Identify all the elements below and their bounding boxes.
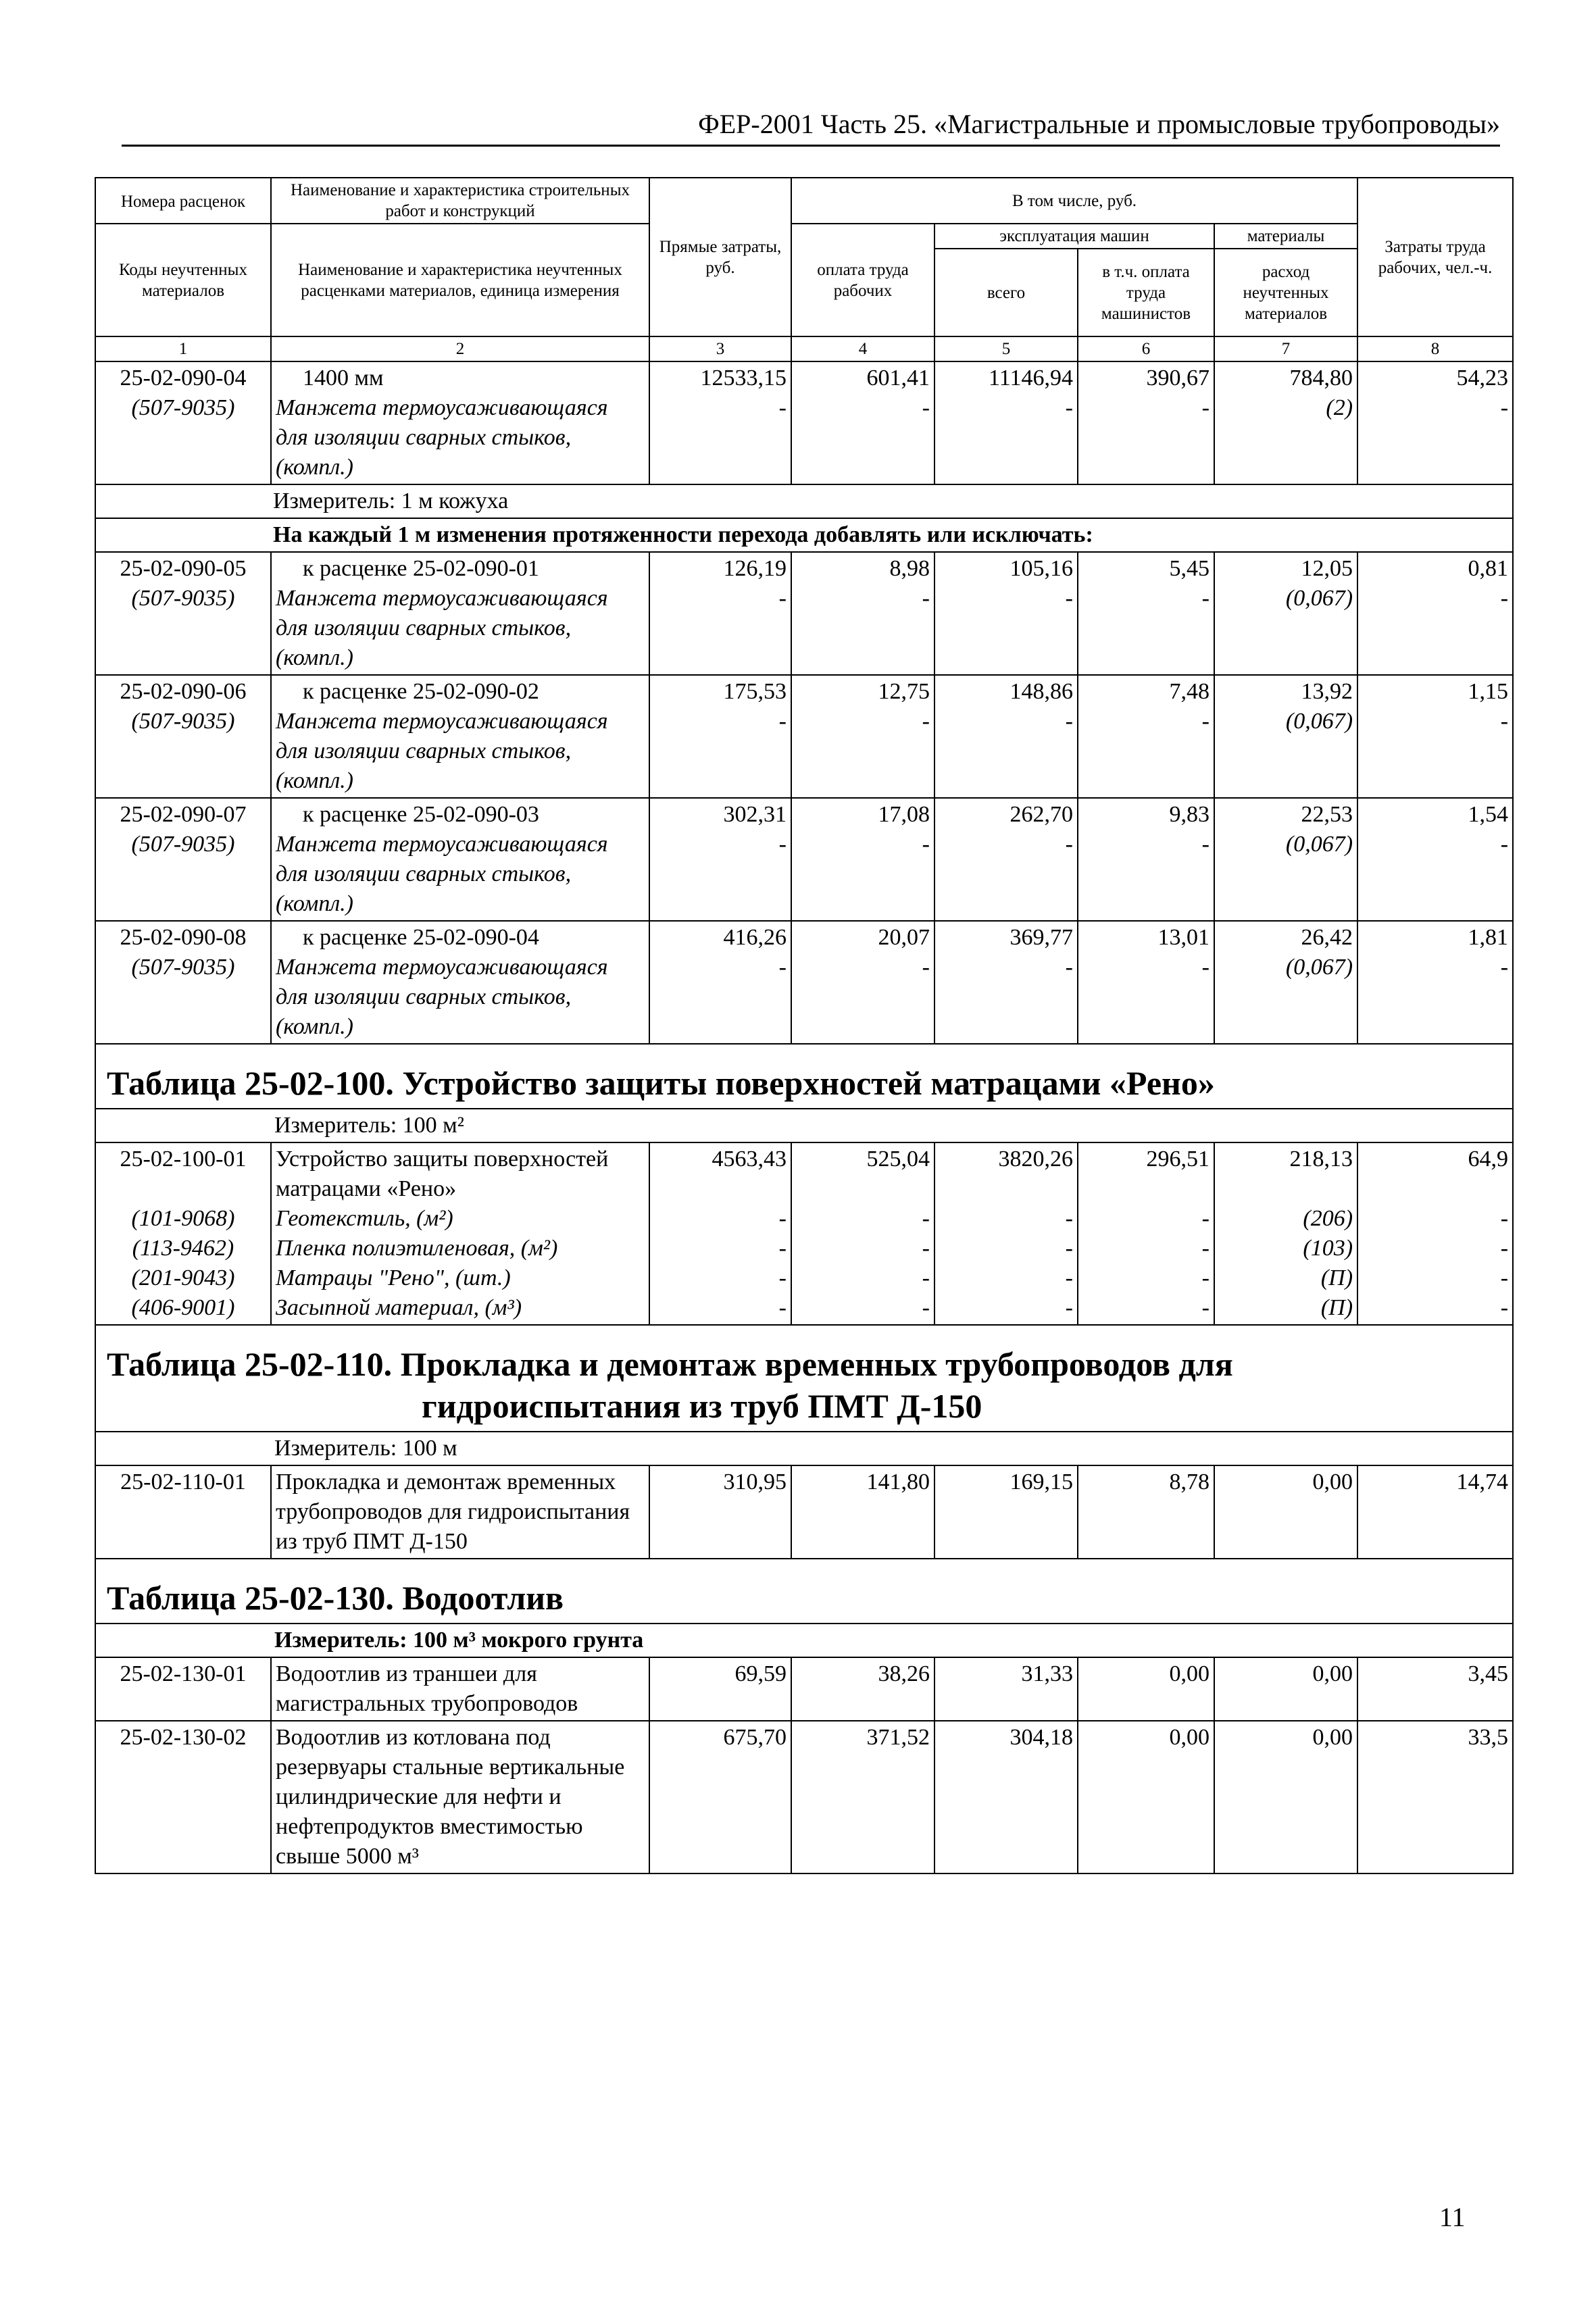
col-ekspl: эксплуатация машин — [934, 224, 1214, 249]
cell-material-usage: (0,067) — [1285, 955, 1353, 980]
cell-labor: 601,41 — [866, 366, 930, 391]
cell-material-usage: (0,067) — [1285, 586, 1353, 611]
cell-dash: - — [1201, 395, 1210, 420]
rate-code: 25-02-130-01 — [95, 1657, 271, 1721]
rate-code: 25-02-110-01 — [95, 1465, 271, 1559]
cell-operators: 8,78 — [1078, 1465, 1214, 1559]
material-name: Пленка полиэтиленовая, (м²) — [276, 1236, 558, 1261]
material-code: (101-9068) — [131, 1206, 235, 1231]
rate-code: 25-02-130-02 — [95, 1721, 271, 1873]
cell-labor-hours: 0,81 — [1468, 556, 1509, 581]
cell-operators: 9,83 — [1169, 802, 1210, 827]
cell-direct: 675,70 — [649, 1721, 791, 1873]
work-name: к расценке 25-02-090-04 — [303, 925, 539, 950]
table-row — [95, 552, 1513, 675]
material-name: Манжета термоусаживающаяся для изоляции сварных стыков, (компл.) — [276, 395, 608, 480]
col-index: 4 — [791, 336, 934, 361]
cell-materials: 784,80 — [1289, 366, 1353, 391]
cell-direct: 4563,43 — [712, 1147, 787, 1172]
cell-material-usage: (П) — [1320, 1295, 1353, 1320]
cell-dash: - — [1065, 1206, 1073, 1231]
material-name: Манжета термоусаживающаяся для изоляции сварных стыков, (компл.) — [276, 955, 608, 1039]
cell-dash: - — [1201, 955, 1210, 980]
cell-materials: 12,05 — [1301, 556, 1353, 581]
cell-direct: 69,59 — [649, 1657, 791, 1721]
col-nomera: Номера расценок — [95, 178, 271, 224]
col-materialy: материалы — [1214, 224, 1357, 249]
cell-dash: - — [1065, 709, 1073, 734]
work-name: Водоотлив из траншеи для магистральных трубопроводов — [271, 1657, 649, 1721]
cell-direct: 302,31 — [723, 802, 787, 827]
col-index: 6 — [1078, 336, 1214, 361]
table-row — [95, 675, 1513, 798]
work-name: 1400 мм — [303, 366, 384, 391]
col-naim2: Наименование и характеристика неучтенных расценками материалов, единица измерения — [271, 224, 649, 336]
col-index: 2 — [271, 336, 649, 361]
cell-operators: 390,67 — [1146, 366, 1210, 391]
cell-direct: 175,53 — [723, 679, 787, 704]
cell-dash: - — [1201, 586, 1210, 611]
cell-materials: 22,53 — [1301, 802, 1353, 827]
cell-direct: 126,19 — [723, 556, 787, 581]
cell-dash: - — [778, 832, 787, 857]
cell-dash: - — [1201, 832, 1210, 857]
cell-labor: 20,07 — [878, 925, 930, 950]
cell-dash: - — [922, 832, 930, 857]
work-name: к расценке 25-02-090-03 — [303, 802, 539, 827]
col-pryamye: Прямые затраты, руб. — [649, 178, 791, 336]
cell-labor: 525,04 — [866, 1147, 930, 1172]
cell-dash: - — [922, 395, 930, 420]
cell-machines: 262,70 — [1009, 802, 1073, 827]
work-name: к расценке 25-02-090-01 — [303, 556, 539, 581]
col-index: 3 — [649, 336, 791, 361]
cell-machines: 11146,94 — [989, 366, 1073, 391]
cell-labor-hours: 1,81 — [1468, 925, 1509, 950]
col-vsego: всего — [934, 249, 1078, 336]
cell-dash: - — [778, 1265, 787, 1290]
table-row — [95, 1721, 1513, 1873]
material-code: (507-9035) — [131, 395, 235, 420]
col-index: 5 — [934, 336, 1078, 361]
work-name: Прокладка и демонтаж временных трубопроводов для гидроиспытания из труб ПМТ Д-150 — [271, 1465, 649, 1559]
cell-materials: 0,00 — [1214, 1721, 1357, 1873]
cell-direct: 12533,15 — [700, 366, 787, 391]
cell-labor: 371,52 — [791, 1721, 934, 1873]
rate-code: 25-02-090-05 — [120, 556, 247, 581]
rate-code: 25-02-090-08 — [120, 925, 247, 950]
col-zatraty: Затраты труда рабочих, чел.-ч. — [1357, 178, 1513, 336]
table-title-line: гидроиспытания из труб ПМТ Д-150 — [422, 1387, 982, 1425]
cell-dash: - — [1500, 955, 1509, 980]
cell-materials: 13,92 — [1301, 679, 1353, 704]
cell-dash: - — [778, 1236, 787, 1261]
cell-materials: 0,00 — [1214, 1465, 1357, 1559]
col-vtch: в т.ч. оплата труда машинистов — [1078, 249, 1214, 336]
table-row — [95, 1657, 1513, 1721]
cell-dash: - — [1500, 1295, 1509, 1320]
material-name: Манжета термоусаживающаяся для изоляции сварных стыков, (компл.) — [276, 586, 608, 670]
col-oplata: оплата труда рабочих — [791, 224, 934, 336]
material-code: (507-9035) — [131, 586, 235, 611]
cell-dash: - — [778, 955, 787, 980]
cell-operators: 5,45 — [1169, 556, 1210, 581]
cell-labor-hours: 54,23 — [1456, 366, 1509, 391]
table-row — [95, 798, 1513, 921]
cell-dash: - — [1065, 955, 1073, 980]
material-code: (406-9001) — [131, 1295, 235, 1320]
meter-label: Измеритель: 100 м³ мокрого грунта — [95, 1624, 1513, 1657]
col-rashod: расход неучтенных материалов — [1214, 249, 1357, 336]
cell-dash: - — [1201, 709, 1210, 734]
cell-machines: 105,16 — [1009, 556, 1073, 581]
table-title-line: Таблица 25-02-110. Прокладка и демонтаж временных трубопроводов для — [107, 1345, 1233, 1383]
cell-dash: - — [1500, 1236, 1509, 1261]
cell-labor-hours: 1,15 — [1468, 679, 1509, 704]
cell-dash: - — [922, 1206, 930, 1231]
cell-machines: 148,86 — [1009, 679, 1073, 704]
cell-dash: - — [1065, 832, 1073, 857]
material-code: (201-9043) — [131, 1265, 235, 1290]
cell-labor-hours: 64,9 — [1468, 1147, 1509, 1172]
page-number: 11 — [1439, 2202, 1466, 2232]
rate-code: 25-02-090-07 — [120, 802, 247, 827]
table-row — [95, 361, 1513, 484]
table-row — [95, 1142, 1513, 1325]
cell-dash: - — [1201, 1295, 1210, 1320]
col-index: 1 — [95, 336, 271, 361]
cell-machines: 3820,26 — [998, 1147, 1073, 1172]
cell-material-usage: (П) — [1320, 1265, 1353, 1290]
cell-dash: - — [922, 955, 930, 980]
material-code: (113-9462) — [132, 1236, 234, 1261]
cell-labor: 17,08 — [878, 802, 930, 827]
rate-code: 25-02-090-06 — [120, 679, 247, 704]
cell-dash: - — [1500, 1265, 1509, 1290]
rate-code: 25-02-100-01 — [120, 1147, 247, 1172]
col-index: 8 — [1357, 336, 1513, 361]
cell-dash: - — [1500, 586, 1509, 611]
cell-operators: 7,48 — [1169, 679, 1210, 704]
price-table — [95, 177, 1514, 1874]
material-name: Манжета термоусаживающаяся для изоляции сварных стыков, (компл.) — [276, 832, 608, 916]
work-name: к расценке 25-02-090-02 — [303, 679, 539, 704]
cell-materials: 218,13 — [1289, 1147, 1353, 1172]
cell-labor-hours: 33,5 — [1357, 1721, 1513, 1873]
cell-dash: - — [1065, 1236, 1073, 1261]
table-row — [95, 1465, 1513, 1559]
cell-dash: - — [922, 1295, 930, 1320]
material-code: (507-9035) — [131, 832, 235, 857]
work-name: Устройство защиты поверхностей матрацами «Рено» — [276, 1147, 609, 1201]
cell-material-usage: (103) — [1303, 1236, 1353, 1261]
cell-machines: 304,18 — [934, 1721, 1078, 1873]
table-row — [95, 921, 1513, 1044]
table-title-100: Таблица 25-02-100. Устройство защиты поверхностей матрацами «Рено» — [95, 1044, 1513, 1109]
cell-direct: 310,95 — [649, 1465, 791, 1559]
cell-operators: 0,00 — [1078, 1657, 1214, 1721]
cell-dash: - — [778, 709, 787, 734]
cell-dash: - — [922, 709, 930, 734]
cell-material-usage: (2) — [1326, 395, 1353, 420]
material-name: Геотекстиль, (м²) — [276, 1206, 453, 1231]
cell-machines: 169,15 — [934, 1465, 1078, 1559]
cell-labor: 141,80 — [791, 1465, 934, 1559]
cell-dash: - — [922, 586, 930, 611]
cell-dash: - — [1500, 832, 1509, 857]
work-name: Водоотлив из котлована под резервуары стальные вертикальные цилиндрические для нефти и нефтепродуктов вместимостью свыше 5000 м³ — [271, 1721, 649, 1873]
col-naim1: Наименование и характеристика строительных работ и конструкций — [271, 178, 649, 224]
cell-materials: 26,42 — [1301, 925, 1353, 950]
cell-dash: - — [1065, 395, 1073, 420]
cell-dash: - — [922, 1265, 930, 1290]
cell-dash: - — [1201, 1236, 1210, 1261]
col-index: 7 — [1214, 336, 1357, 361]
material-name: Засыпной материал, (м³) — [276, 1295, 522, 1320]
cell-labor-hours: 1,54 — [1468, 802, 1509, 827]
cell-operators: 13,01 — [1157, 925, 1210, 950]
add-note: На каждый 1 м изменения протяженности перехода добавлять или исключать: — [95, 518, 1513, 552]
col-v-tom-chisle: В том числе, руб. — [791, 178, 1357, 224]
material-name: Матрацы "Рено", (шт.) — [276, 1265, 511, 1290]
col-kody: Коды неучтенных материалов — [95, 224, 271, 336]
cell-dash: - — [1065, 1265, 1073, 1290]
cell-dash: - — [778, 1295, 787, 1320]
cell-dash: - — [922, 1236, 930, 1261]
cell-operators: 296,51 — [1146, 1147, 1210, 1172]
cell-dash: - — [1500, 1206, 1509, 1231]
cell-dash: - — [1065, 586, 1073, 611]
material-name: Манжета термоусаживающаяся для изоляции сварных стыков, (компл.) — [276, 709, 608, 793]
cell-direct: 416,26 — [723, 925, 787, 950]
cell-labor: 8,98 — [889, 556, 930, 581]
meter-label: Измеритель: 100 м — [95, 1432, 1513, 1465]
cell-dash: - — [778, 586, 787, 611]
cell-dash: - — [778, 1206, 787, 1231]
cell-labor: 12,75 — [878, 679, 930, 704]
cell-dash: - — [1201, 1206, 1210, 1231]
cell-machines: 31,33 — [934, 1657, 1078, 1721]
cell-dash: - — [1201, 1265, 1210, 1290]
cell-labor-hours: 14,74 — [1357, 1465, 1513, 1559]
cell-materials: 0,00 — [1214, 1657, 1357, 1721]
material-code: (507-9035) — [131, 955, 235, 980]
table-title-130: Таблица 25-02-130. Водоотлив — [95, 1559, 1513, 1624]
cell-labor: 38,26 — [791, 1657, 934, 1721]
cell-machines: 369,77 — [1009, 925, 1073, 950]
cell-material-usage: (206) — [1303, 1206, 1353, 1231]
cell-operators: 0,00 — [1078, 1721, 1214, 1873]
cell-dash: - — [778, 395, 787, 420]
cell-dash: - — [1065, 1295, 1073, 1320]
cell-dash: - — [1500, 709, 1509, 734]
page-header: ФЕР-2001 Часть 25. «Магистральные и промысловые трубопроводы» — [122, 108, 1500, 147]
cell-dash: - — [1500, 395, 1509, 420]
meter-label: Измеритель: 1 м кожуха — [95, 484, 1513, 518]
material-code: (507-9035) — [131, 709, 235, 734]
cell-labor-hours: 3,45 — [1357, 1657, 1513, 1721]
cell-material-usage: (0,067) — [1285, 832, 1353, 857]
table-title-110 — [95, 1325, 1513, 1432]
cell-material-usage: (0,067) — [1285, 709, 1353, 734]
rate-code: 25-02-090-04 — [120, 366, 247, 391]
meter-label: Измеритель: 100 м² — [95, 1109, 1513, 1142]
